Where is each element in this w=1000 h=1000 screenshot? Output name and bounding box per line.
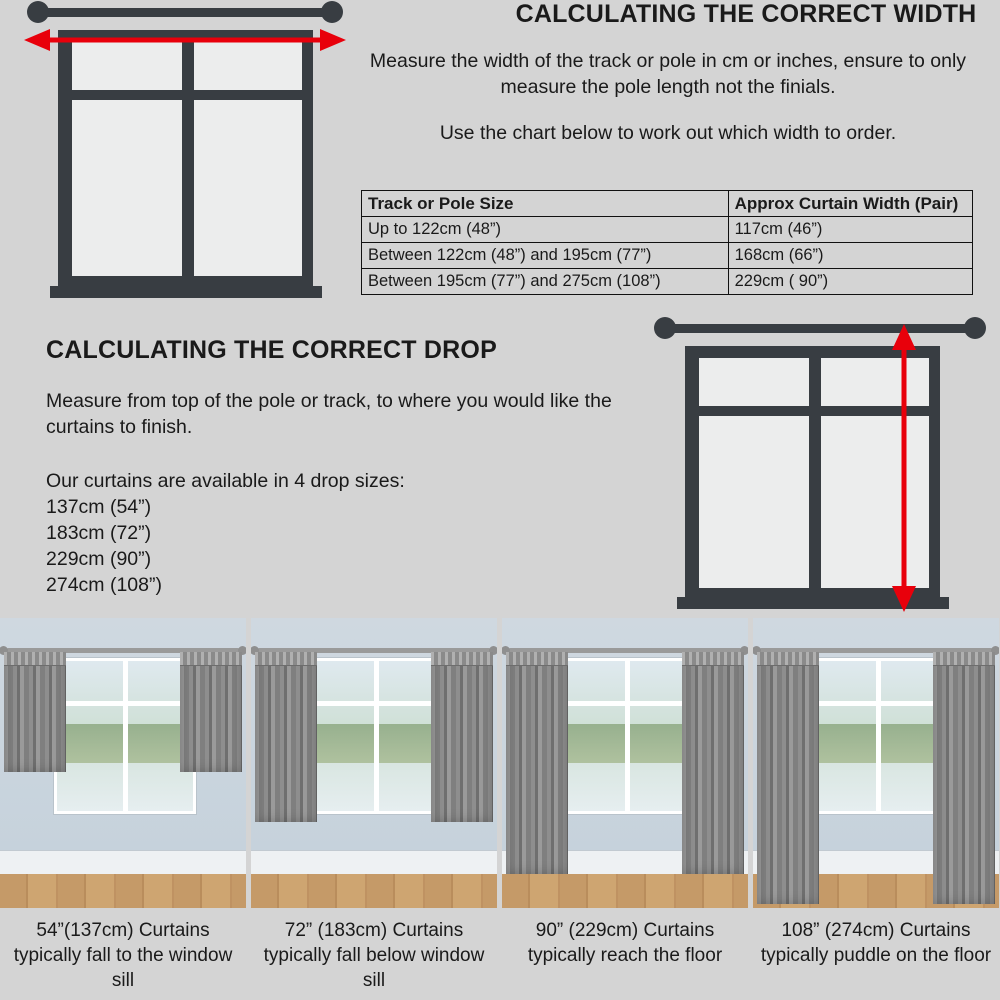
table-cell-track-size: Between 122cm (48”) and 195cm (77”) (362, 243, 729, 269)
curtain-left (4, 652, 66, 772)
example-cell-90 (502, 618, 748, 1000)
window-glass (559, 661, 695, 811)
table-cell-track-size: Up to 122cm (48”) (362, 217, 729, 243)
window-transom (57, 701, 193, 706)
table-row (362, 217, 973, 243)
window-glass (57, 661, 193, 811)
window-transom (559, 701, 695, 706)
drop-sizes-intro: Our curtains are available in 4 drop sizes: (46, 470, 405, 492)
table-cell-track-size: Between 195cm (77”) and 275cm (108”) (362, 269, 729, 295)
wood-floor (0, 874, 246, 908)
example-caption-108: 108” (274cm) Curtains typically puddle on the floor (760, 920, 992, 966)
window-mullion (374, 661, 379, 811)
window (556, 658, 698, 814)
drop-size-2: 183cm (72”) (46, 522, 152, 544)
window (807, 658, 949, 814)
window-glass (810, 661, 946, 811)
table-header-row (362, 191, 973, 217)
width-paragraph-1: Measure the width of the track or pole in cm or inches, ensure to only measure the pole length not the finials. (369, 50, 967, 98)
table-cell-curtain-width: 168cm (66”) (728, 243, 972, 269)
curtain-photo-54 (0, 618, 246, 908)
curtain-photo-108 (753, 618, 999, 908)
table-row (362, 269, 973, 295)
window-mullion (123, 661, 128, 811)
curtain-photo-72 (251, 618, 497, 908)
example-caption-54: 54”(137cm) Curtains typically fall to the window sill (13, 920, 233, 991)
drop-sizes-block (46, 468, 526, 598)
curtain-right (180, 652, 242, 772)
window-mullion (625, 661, 630, 811)
drop-size-3: 229cm (90”) (46, 548, 152, 570)
table-header-curtain-width: Approx Curtain Width (Pair) (728, 191, 972, 217)
curtain-length-examples (0, 618, 1000, 1000)
drop-paragraph-1: Measure from top of the pole or track, to where you would like the curtains to finish. (46, 390, 612, 438)
example-caption-72: 72” (183cm) Curtains typically fall below window sill (263, 920, 485, 991)
window-glass (308, 661, 444, 811)
example-caption-90: 90” (229cm) Curtains typically reach the floor (527, 920, 723, 966)
drop-section-title: CALCULATING THE CORRECT DROP (46, 336, 497, 364)
window-transom (308, 701, 444, 706)
curtain-left (255, 652, 317, 822)
window-transom (810, 701, 946, 706)
curtain-photo-90 (502, 618, 748, 908)
curtain-right (933, 652, 995, 904)
drop-size-1: 137cm (54”) (46, 496, 152, 518)
width-paragraph-2: Use the chart below to work out which width to order. (439, 122, 897, 144)
wood-floor (251, 874, 497, 908)
table-cell-curtain-width: 229cm ( 90”) (728, 269, 972, 295)
width-window-diagram (10, 0, 360, 310)
wood-floor (502, 874, 748, 908)
curtain-left (506, 652, 568, 874)
table-row (362, 243, 973, 269)
table-cell-curtain-width: 117cm (46”) (728, 217, 972, 243)
example-cell-54 (0, 618, 246, 1000)
example-cell-72 (251, 618, 497, 1000)
window (305, 658, 447, 814)
curtain-right (431, 652, 493, 822)
curtain-right (682, 652, 744, 874)
drop-size-4: 274cm (108”) (46, 574, 162, 596)
example-cell-108 (753, 618, 999, 1000)
width-section-title: CALCULATING THE CORRECT WIDTH (515, 0, 977, 28)
window-mullion (876, 661, 881, 811)
table-header-track-size: Track or Pole Size (362, 191, 729, 217)
curtain-left (757, 652, 819, 904)
skirting-board (0, 850, 246, 876)
drop-window-diagram (645, 316, 995, 616)
skirting-board (251, 850, 497, 876)
window (54, 658, 196, 814)
size-chart-table (361, 190, 973, 295)
